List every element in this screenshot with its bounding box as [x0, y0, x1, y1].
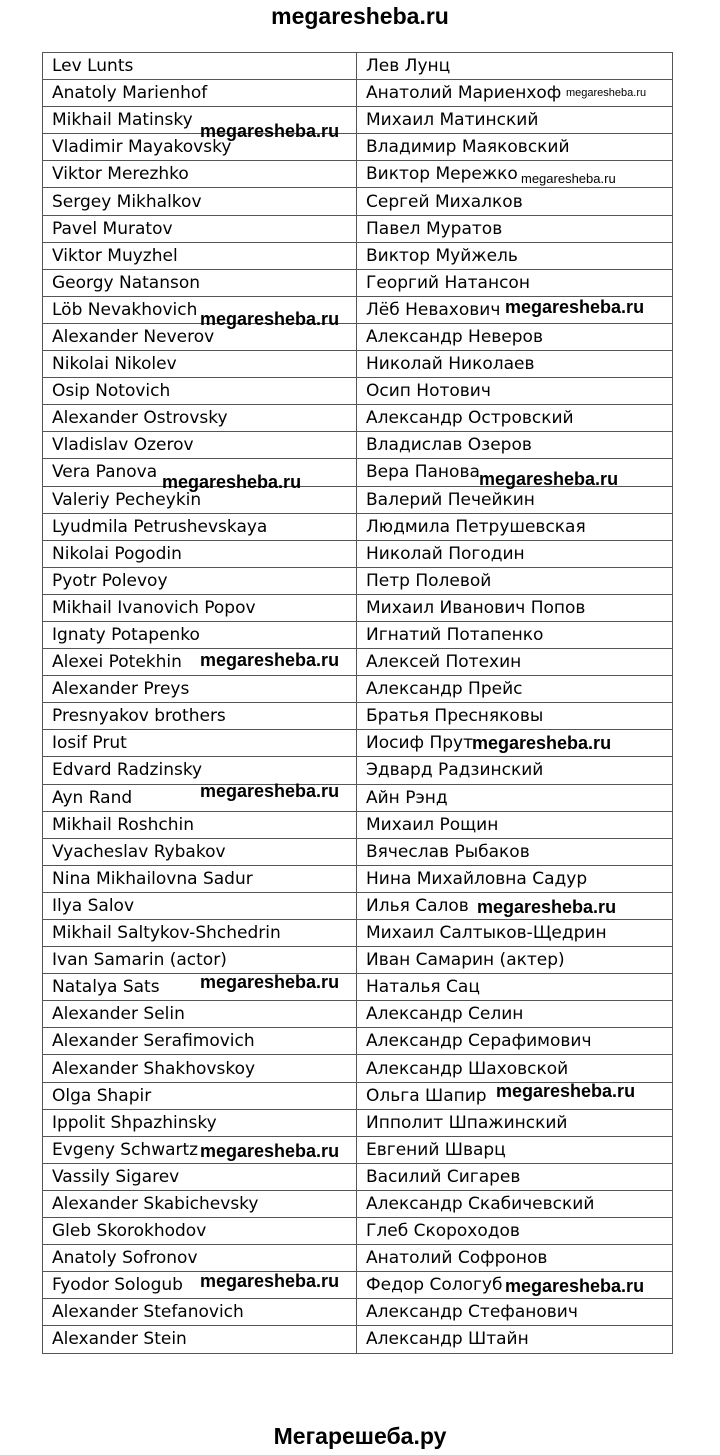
russian-name-cell: Ипполит Шпажинский — [357, 1109, 673, 1136]
english-name-cell: Mikhail Matinsky — [43, 107, 357, 134]
watermark: megaresheba.ru — [505, 1276, 645, 1296]
russian-name-cell: Глеб Скороходов — [357, 1218, 673, 1245]
russian-name-cell: Вера Панова — [357, 459, 673, 486]
russian-name-cell: Братья Пресняковы — [357, 703, 673, 730]
english-name-cell: Lyudmila Petrushevskaya — [43, 513, 357, 540]
english-name-cell: Nikolai Nikolev — [43, 351, 357, 378]
russian-name-cell: Иосиф Прут — [357, 730, 673, 757]
english-name-cell: Mikhail Roshchin — [43, 811, 357, 838]
english-name-cell: Georgy Natanson — [43, 269, 357, 296]
table-row — [43, 540, 673, 567]
russian-name-cell: Наталья Сац — [357, 974, 673, 1001]
table-row — [43, 513, 673, 540]
names-table-body — [43, 53, 673, 1354]
table-row — [43, 269, 673, 296]
watermark: megaresheba.ru — [162, 472, 302, 492]
table-row — [43, 784, 673, 811]
english-name-cell: Edvard Radzinsky — [43, 757, 357, 784]
russian-name-cell: Александр Островский — [357, 405, 673, 432]
english-name-cell: Vassily Sigarev — [43, 1163, 357, 1190]
russian-name-cell: Виктор Мережко — [357, 161, 673, 188]
table-row — [43, 974, 673, 1001]
english-name-cell: Alexander Neverov — [43, 323, 357, 350]
table-row — [43, 920, 673, 947]
table-row — [43, 1218, 673, 1245]
russian-name-cell: Федор Сологуб — [357, 1272, 673, 1299]
table-row — [43, 567, 673, 594]
english-name-cell: Natalya Sats — [43, 974, 357, 1001]
table-row — [43, 1055, 673, 1082]
russian-name-cell: Александр Прейс — [357, 676, 673, 703]
english-name-cell: Presnyakov brothers — [43, 703, 357, 730]
watermark: megaresheba.ru — [566, 87, 647, 99]
table-row — [43, 107, 673, 134]
watermark: megaresheba.ru — [200, 781, 340, 801]
english-name-cell: Alexander Shakhovskoy — [43, 1055, 357, 1082]
russian-name-cell: Георгий Натансон — [357, 269, 673, 296]
watermark: megaresheba.ru — [477, 897, 617, 917]
table-row — [43, 1163, 673, 1190]
english-name-cell: Alexander Stefanovich — [43, 1299, 357, 1326]
english-name-cell: Osip Notovich — [43, 378, 357, 405]
english-name-cell: Ippolit Shpazhinsky — [43, 1109, 357, 1136]
russian-name-cell: Александр Серафимович — [357, 1028, 673, 1055]
english-name-cell: Alexander Skabichevsky — [43, 1190, 357, 1217]
table-row — [43, 1245, 673, 1272]
table-row — [43, 1028, 673, 1055]
watermark: megaresheba.ru — [505, 297, 645, 317]
russian-name-cell: Лёб Невахович — [357, 296, 673, 323]
watermark: megaresheba.ru — [200, 972, 340, 992]
table-row — [43, 947, 673, 974]
english-name-cell: Ignaty Potapenko — [43, 621, 357, 648]
russian-name-cell: Александр Селин — [357, 1001, 673, 1028]
english-name-cell: Evgeny Schwartz — [43, 1136, 357, 1163]
table-row — [43, 53, 673, 80]
russian-name-cell: Валерий Печейкин — [357, 486, 673, 513]
russian-name-cell: Вячеслав Рыбаков — [357, 838, 673, 865]
russian-name-cell: Людмила Петрушевская — [357, 513, 673, 540]
russian-name-cell: Александр Неверов — [357, 323, 673, 350]
table-row — [43, 676, 673, 703]
table-row — [43, 134, 673, 161]
english-name-cell: Alexander Selin — [43, 1001, 357, 1028]
russian-name-cell: Павел Муратов — [357, 215, 673, 242]
english-name-cell: Ivan Samarin (actor) — [43, 947, 357, 974]
table-row — [43, 486, 673, 513]
english-name-cell: Iosif Prut — [43, 730, 357, 757]
english-name-cell: Nikolai Pogodin — [43, 540, 357, 567]
watermark: megaresheba.ru — [200, 1271, 340, 1291]
english-name-cell: Gleb Skorokhodov — [43, 1218, 357, 1245]
russian-name-cell: Василий Сигарев — [357, 1163, 673, 1190]
table-row — [43, 594, 673, 621]
table-row — [43, 1190, 673, 1217]
english-name-cell: Sergey Mikhalkov — [43, 188, 357, 215]
english-name-cell: Anatoly Sofronov — [43, 1245, 357, 1272]
watermark: megaresheba.ru — [479, 469, 619, 489]
english-name-cell: Vladislav Ozerov — [43, 432, 357, 459]
russian-name-cell: Михаил Салтыков-Щедрин — [357, 920, 673, 947]
russian-name-cell: Виктор Муйжель — [357, 242, 673, 269]
russian-name-cell: Айн Рэнд — [357, 784, 673, 811]
table-row — [43, 838, 673, 865]
english-name-cell: Mikhail Ivanovich Popov — [43, 594, 357, 621]
english-name-cell: Alexander Preys — [43, 676, 357, 703]
russian-name-cell: Евгений Шварц — [357, 1136, 673, 1163]
table-row — [43, 865, 673, 892]
table-row — [43, 432, 673, 459]
russian-name-cell: Александр Штайн — [357, 1326, 673, 1353]
russian-name-cell: Игнатий Потапенко — [357, 621, 673, 648]
russian-name-cell: Анатолий Софронов — [357, 1245, 673, 1272]
table-row — [43, 1136, 673, 1163]
table-row — [43, 323, 673, 350]
names-table — [42, 52, 673, 1354]
table-row — [43, 1326, 673, 1353]
english-name-cell: Löb Nevakhovich — [43, 296, 357, 323]
english-name-cell: Viktor Muyzhel — [43, 242, 357, 269]
russian-name-cell: Михаил Рощин — [357, 811, 673, 838]
table-row — [43, 703, 673, 730]
site-header: megaresheba.ru — [271, 3, 449, 29]
russian-name-cell: Николай Николаев — [357, 351, 673, 378]
russian-name-cell: Николай Погодин — [357, 540, 673, 567]
russian-name-cell: Эдвард Радзинский — [357, 757, 673, 784]
russian-name-cell: Михаил Матинский — [357, 107, 673, 134]
english-name-cell: Viktor Merezhko — [43, 161, 357, 188]
table-row — [43, 621, 673, 648]
english-name-cell: Alexander Ostrovsky — [43, 405, 357, 432]
table-row — [43, 215, 673, 242]
table-row — [43, 378, 673, 405]
watermark: megaresheba.ru — [200, 650, 340, 670]
watermark: megaresheba.ru — [200, 121, 340, 141]
english-name-cell: Pyotr Polevoy — [43, 567, 357, 594]
english-name-cell: Anatoly Marienhof — [43, 80, 357, 107]
russian-name-cell: Александр Шаховской — [357, 1055, 673, 1082]
russian-name-cell: Александр Стефанович — [357, 1299, 673, 1326]
russian-name-cell: Ольга Шапир — [357, 1082, 673, 1109]
table-row — [43, 757, 673, 784]
russian-name-cell: Лев Лунц — [357, 53, 673, 80]
watermark: megaresheba.ru — [521, 171, 616, 186]
english-name-cell: Alexander Stein — [43, 1326, 357, 1353]
russian-name-cell: Александр Скабичевский — [357, 1190, 673, 1217]
table-row — [43, 242, 673, 269]
table-row — [43, 351, 673, 378]
russian-name-cell: Петр Полевой — [357, 567, 673, 594]
russian-name-cell: Илья Салов — [357, 892, 673, 919]
english-name-cell: Ayn Rand — [43, 784, 357, 811]
english-name-cell: Valeriy Pecheykin — [43, 486, 357, 513]
table-row — [43, 188, 673, 215]
russian-name-cell: Алексей Потехин — [357, 649, 673, 676]
russian-name-cell: Нина Михайловна Садур — [357, 865, 673, 892]
english-name-cell: Alexei Potekhin — [43, 649, 357, 676]
table-row — [43, 405, 673, 432]
russian-name-cell: Сергей Михалков — [357, 188, 673, 215]
russian-name-cell: Владимир Маяковский — [357, 134, 673, 161]
english-name-cell: Alexander Serafimovich — [43, 1028, 357, 1055]
table-row — [43, 1109, 673, 1136]
english-name-cell: Lev Lunts — [43, 53, 357, 80]
english-name-cell: Ilya Salov — [43, 892, 357, 919]
russian-name-cell: Анатолий Мариенхоф — [357, 80, 673, 107]
russian-name-cell: Михаил Иванович Попов — [357, 594, 673, 621]
english-name-cell: Vyacheslav Rybakov — [43, 838, 357, 865]
russian-name-cell: Иван Самарин (актер) — [357, 947, 673, 974]
russian-name-cell: Осип Нотович — [357, 378, 673, 405]
english-name-cell: Nina Mikhailovna Sadur — [43, 865, 357, 892]
russian-name-cell: Владислав Озеров — [357, 432, 673, 459]
english-name-cell: Vera Panova — [43, 459, 357, 486]
watermark: megaresheba.ru — [472, 733, 612, 753]
table-row — [43, 1299, 673, 1326]
english-name-cell: Fyodor Sologub — [43, 1272, 357, 1299]
english-name-cell: Vladimir Mayakovsky — [43, 134, 357, 161]
english-name-cell: Mikhail Saltykov-Shchedrin — [43, 920, 357, 947]
watermark: megaresheba.ru — [496, 1081, 636, 1101]
table-row — [43, 1001, 673, 1028]
site-footer: Мегарешеба.ру — [273, 1423, 447, 1449]
english-name-cell: Pavel Muratov — [43, 215, 357, 242]
english-name-cell: Olga Shapir — [43, 1082, 357, 1109]
watermark: megaresheba.ru — [200, 309, 340, 329]
table-row — [43, 649, 673, 676]
watermark: megaresheba.ru — [200, 1141, 340, 1161]
table-row — [43, 811, 673, 838]
